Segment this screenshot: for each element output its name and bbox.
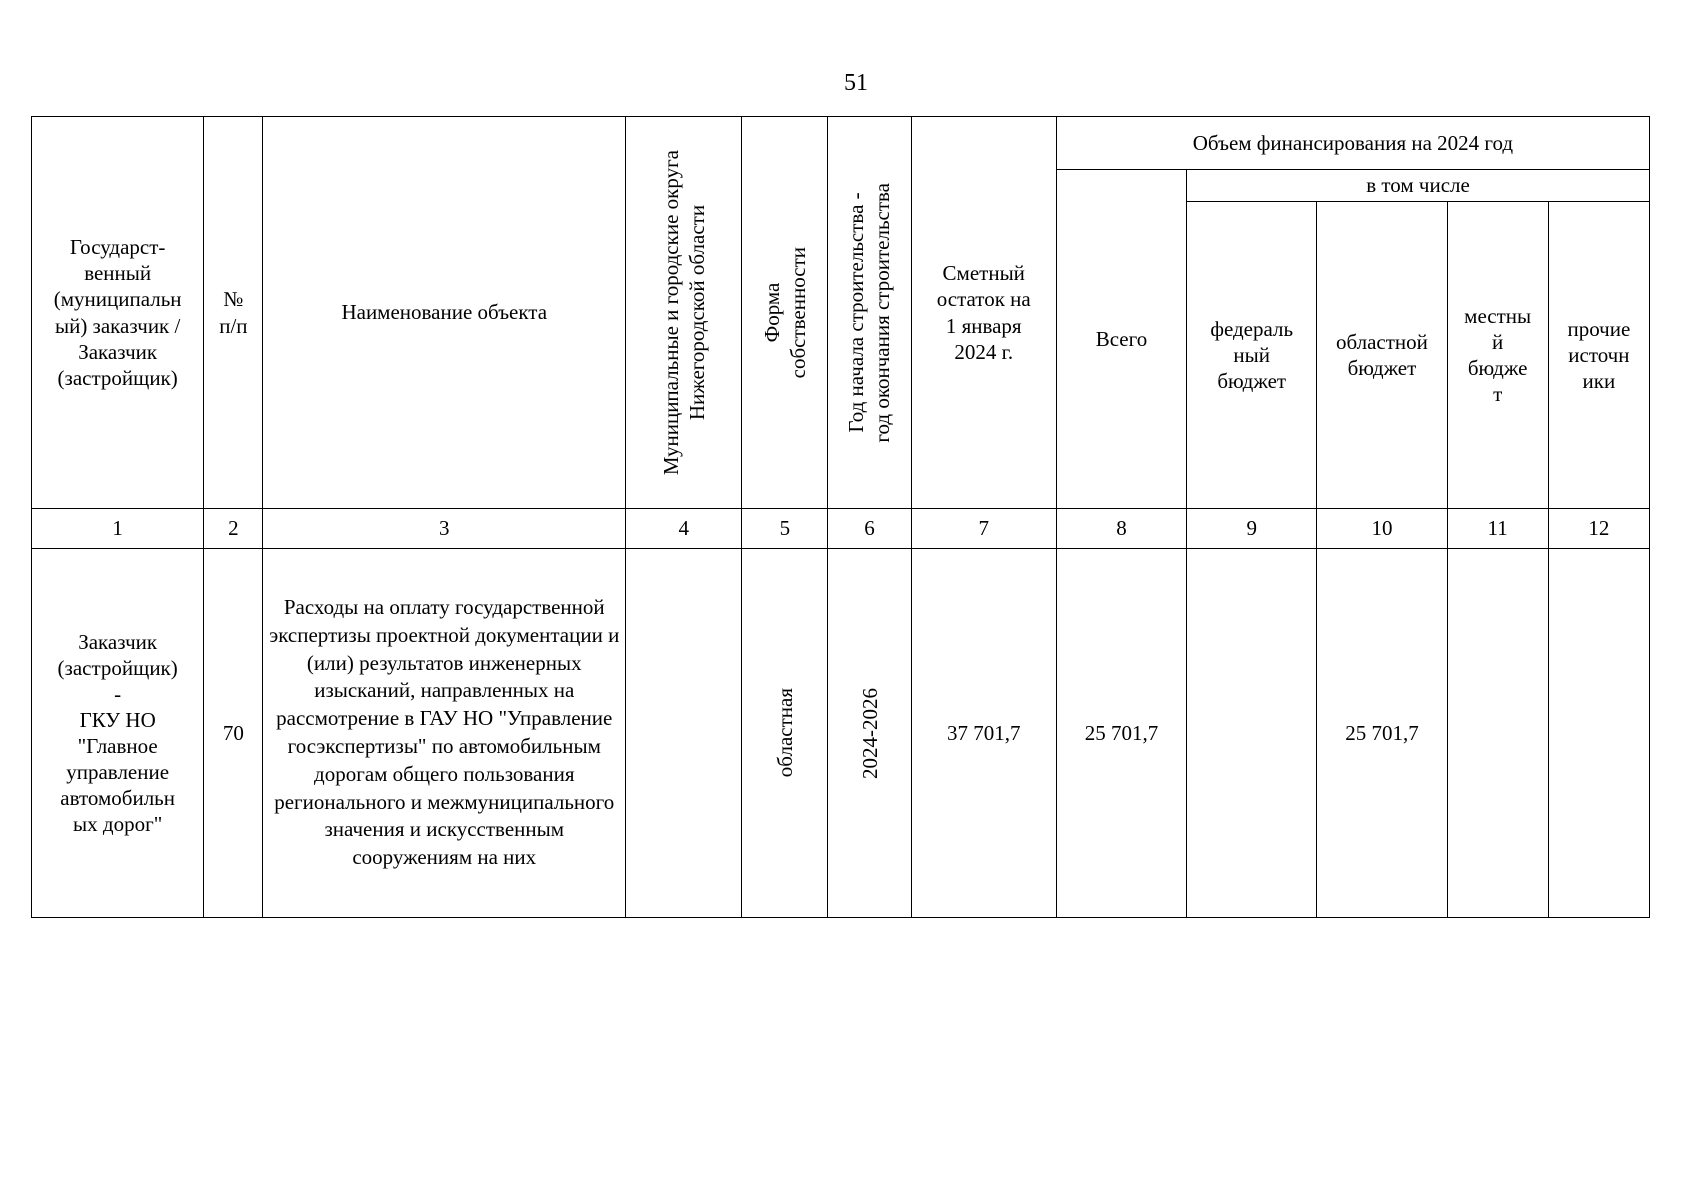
column-number: 2 bbox=[204, 509, 263, 549]
header-number: № п/п bbox=[204, 117, 263, 509]
column-number-row bbox=[32, 509, 1650, 549]
row-years-cell bbox=[828, 549, 911, 918]
financing-table bbox=[31, 116, 1650, 918]
column-number: 7 bbox=[911, 509, 1056, 549]
header-object-name: Наименование объекта bbox=[263, 117, 626, 509]
column-number: 1 bbox=[32, 509, 204, 549]
header-ownership: Форма собственности bbox=[759, 246, 810, 379]
header-local: местны й бюдже т bbox=[1447, 202, 1548, 509]
column-number: 12 bbox=[1548, 509, 1649, 549]
header-estimate-balance: Сметный остаток на 1 января 2024 г. bbox=[911, 117, 1056, 509]
column-number: 4 bbox=[626, 509, 742, 549]
header-including: в том числе bbox=[1187, 170, 1650, 202]
row-customer: Заказчик (застройщик) - ГКУ НО "Главное управление автомобильн ых дорог" bbox=[32, 549, 204, 918]
row-number: 70 bbox=[204, 549, 263, 918]
header-years-cell bbox=[828, 117, 911, 509]
header-districts-cell bbox=[626, 117, 742, 509]
header-districts: Муниципальные и городские округа Нижегородской области bbox=[658, 149, 709, 476]
row-federal bbox=[1187, 549, 1317, 918]
column-number: 6 bbox=[828, 509, 911, 549]
row-other bbox=[1548, 549, 1649, 918]
header-years: Год начала строительства - год окончания строительства bbox=[844, 182, 895, 443]
row-regional: 25 701,7 bbox=[1317, 549, 1447, 918]
row-total: 25 701,7 bbox=[1056, 549, 1186, 918]
row-local bbox=[1447, 549, 1548, 918]
table-row bbox=[32, 549, 1650, 918]
row-object-name: Расходы на оплату государственной экспертизы проектной документации и (или) результатов инженерных изысканий, направленных на рассмотрение в ГАУ НО "Управление госэкспертизы" по автомобильным дорогам общего пользования регионального и межмуниципального значения и искусственным сооружениям на них bbox=[263, 549, 626, 918]
column-number: 9 bbox=[1187, 509, 1317, 549]
row-ownership: областная bbox=[772, 688, 797, 778]
column-number: 8 bbox=[1056, 509, 1186, 549]
header-ownership-cell bbox=[742, 117, 828, 509]
row-estimate-balance: 37 701,7 bbox=[911, 549, 1056, 918]
row-district bbox=[626, 549, 742, 918]
header-other: прочие источн ики bbox=[1548, 202, 1649, 509]
header-customer: Государст- венный (муниципальн ый) заказчик / Заказчик (застройщик) bbox=[32, 117, 204, 509]
row-ownership-cell bbox=[742, 549, 828, 918]
column-number: 5 bbox=[742, 509, 828, 549]
header-federal: федераль ный бюджет bbox=[1187, 202, 1317, 509]
header-total: Всего bbox=[1056, 170, 1186, 509]
header-financing-volume: Объем финансирования на 2024 год bbox=[1056, 117, 1649, 170]
row-years: 2024-2026 bbox=[857, 687, 882, 779]
column-number: 10 bbox=[1317, 509, 1447, 549]
page-number: 51 bbox=[844, 70, 868, 96]
header-regional: областной бюджет bbox=[1317, 202, 1447, 509]
column-number: 11 bbox=[1447, 509, 1548, 549]
column-number: 3 bbox=[263, 509, 626, 549]
